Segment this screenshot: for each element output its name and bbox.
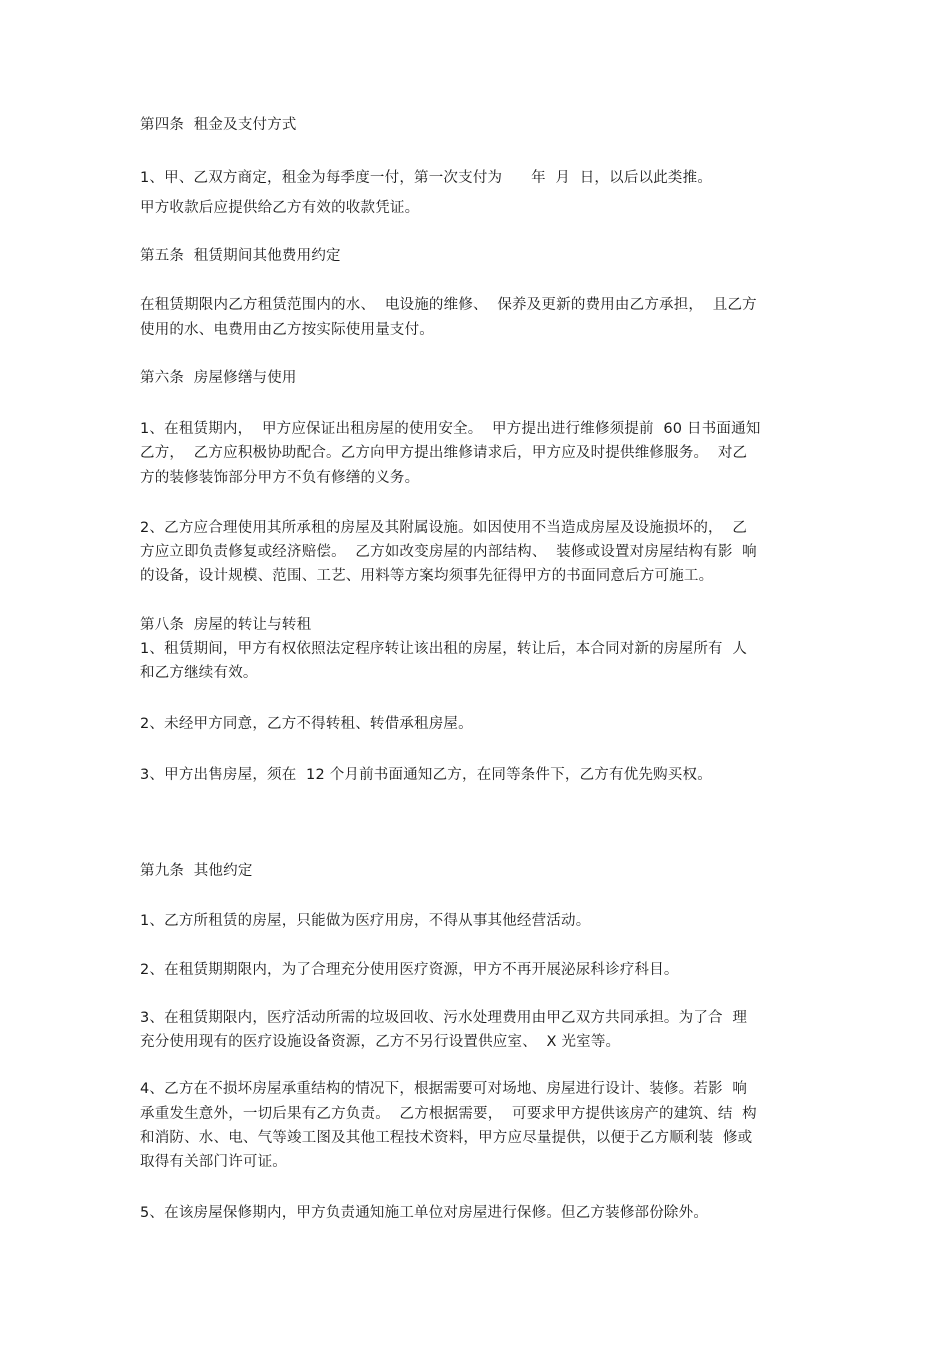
- paragraph-line: 在租赁期限内乙方租赁范围内的水、 电设施的维修、 保养及更新的费用由乙方承担， 且乙方: [140, 297, 757, 313]
- paragraph-line: 承重发生意外，一切后果有乙方负责。 乙方根据需要， 可要求甲方提供该房产的建筑、结 构: [140, 1106, 757, 1122]
- paragraph-line: 使用的水、电费用由乙方按实际使用量支付。: [140, 322, 434, 338]
- paragraph-line: 方的装修装饰部分甲方不负有修缮的义务。: [140, 470, 420, 486]
- paragraph-line: 4、乙方在不损坏房屋承重结构的情况下，根据需要可对场地、房屋进行设计、装修。若影 响: [140, 1081, 748, 1097]
- heading-article-8: 第八条 房屋的转让与转租: [140, 617, 312, 633]
- paragraph-line: 取得有关部门许可证。: [140, 1154, 287, 1170]
- paragraph-line: 和消防、水、电、气等竣工图及其他工程技术资料，甲方应尽量提供，以便于乙方顺利装 修或: [140, 1130, 753, 1146]
- heading-article-4: 第四条 租金及支付方式: [140, 117, 297, 133]
- paragraph-line: 1、乙方所租赁的房屋，只能做为医疗用房，不得从事其他经营活动。: [140, 913, 591, 929]
- paragraph-line: 2、未经甲方同意，乙方不得转租、转借承租房屋。: [140, 716, 473, 732]
- paragraph-line: 和乙方继续有效。: [140, 665, 258, 681]
- paragraph-line: 充分使用现有的医疗设施设备资源，乙方不另行设置供应室、 X 光室等。: [140, 1034, 621, 1050]
- paragraph-line: 2、在租赁期期限内，为了合理充分使用医疗资源，甲方不再开展泌尿科诊疗科目。: [140, 962, 679, 978]
- paragraph-line: 甲方收款后应提供给乙方有效的收款凭证。: [140, 200, 420, 216]
- paragraph-line: 5、在该房屋保修期内，甲方负责通知施工单位对房屋进行保修。但乙方装修部份除外。: [140, 1205, 709, 1221]
- paragraph-line: 乙方， 乙方应积极协助配合。乙方向甲方提出维修请求后，甲方应及时提供维修服务。 对乙: [140, 445, 748, 461]
- paragraph-line: 1、租赁期间，甲方有权依照法定程序转让该出租的房屋，转让后，本合同对新的房屋所有 人: [140, 641, 748, 657]
- paragraph-line: 2、乙方应合理使用其所承租的房屋及其附属设施。如因使用不当造成房屋及设施损坏的， 乙: [140, 520, 748, 536]
- paragraph-line: 1、甲、乙双方商定，租金为每季度一付，第一次支付为 年 月 日，以后以此类推。: [140, 170, 713, 186]
- paragraph-line: 1、在租赁期内， 甲方应保证出租房屋的使用安全。 甲方提出进行维修须提前 60 日书面通知: [140, 421, 761, 437]
- heading-article-9: 第九条 其他约定: [140, 863, 253, 879]
- paragraph-line: 3、甲方出售房屋，须在 12 个月前书面通知乙方，在同等条件下，乙方有优先购买权。: [140, 767, 712, 783]
- heading-article-5: 第五条 租赁期间其他费用约定: [140, 248, 341, 264]
- heading-article-6: 第六条 房屋修缮与使用: [140, 370, 297, 386]
- paragraph-line: 的设备，设计规模、范围、工艺、用料等方案均须事先征得甲方的书面同意后方可施工。: [140, 568, 714, 584]
- paragraph-line: 3、在租赁期限内，医疗活动所需的垃圾回收、污水处理费用由甲乙双方共同承担。为了合 理: [140, 1010, 748, 1026]
- paragraph-line: 方应立即负责修复或经济赔偿。 乙方如改变房屋的内部结构、 装修或设置对房屋结构有影 响: [140, 544, 757, 560]
